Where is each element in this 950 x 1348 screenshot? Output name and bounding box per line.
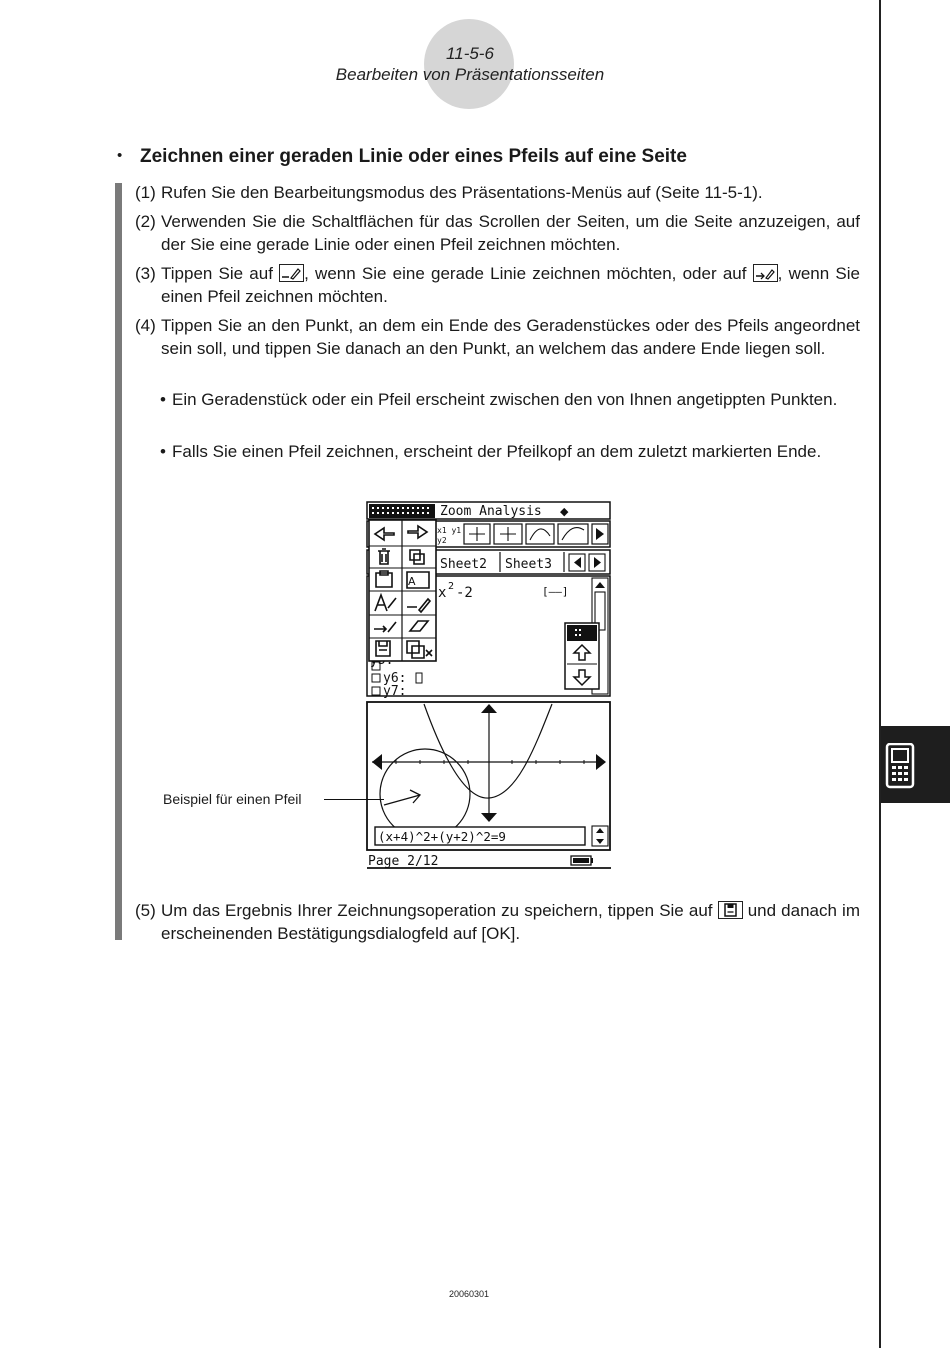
step-text: Tippen Sie auf , wenn Sie eine gerade Linie zeichnen möchten, oder auf , wenn Sie einen Pfeil zeichnen möchten. bbox=[161, 264, 860, 306]
step-text: Rufen Sie den Bearbeitungsmodus des Präsentations-Menüs auf (Seite 11-5-1). bbox=[161, 183, 763, 202]
arrow-pen-icon bbox=[753, 264, 778, 282]
section-title: Zeichnen einer geraden Linie oder eines Pfeils auf eine Seite bbox=[140, 146, 687, 167]
svg-text:y7:: y7: bbox=[383, 684, 407, 699]
step-5 bbox=[135, 899, 860, 945]
menu-grid-icon[interactable] bbox=[369, 504, 435, 518]
step-2 bbox=[135, 210, 860, 256]
line-style-indicator: [——] bbox=[542, 585, 569, 598]
calculator-screenshot bbox=[366, 500, 612, 872]
sub-bullet-1: • Ein Geradenstück oder ein Pfeil erscheint zwischen den von Ihnen angetippten Punkten. bbox=[160, 388, 860, 411]
header-circle bbox=[424, 19, 514, 109]
floppy-save-icon bbox=[718, 901, 743, 919]
step-text: Um das Ergebnis Ihrer Zeichnungsoperation zu speichern, tippen Sie auf und danach im erscheinenden Bestätigungsdialogfeld auf [OK]. bbox=[161, 901, 860, 943]
line-pen-icon bbox=[279, 264, 304, 282]
section-bullet: • bbox=[117, 147, 123, 164]
expression-exponent: 2 bbox=[448, 581, 455, 592]
step-number: (5) bbox=[135, 901, 156, 920]
sub-bullet-text: Falls Sie einen Pfeil zeichnen, erscheint der Pfeilkopf an dem zuletzt markierten Ende. bbox=[172, 442, 822, 461]
svg-text:y2: y2 bbox=[437, 536, 447, 545]
page-indicator: Page 2/12 bbox=[368, 854, 439, 869]
step-4 bbox=[135, 314, 860, 360]
svg-text:(x+4)^2+(y+2)^2=9: (x+4)^2+(y+2)^2=9 bbox=[378, 829, 506, 844]
expression-x: x bbox=[438, 585, 447, 601]
step-text: Tippen Sie an den Punkt, an dem ein Ende des Geradenstückes oder des Pfeils angeordnet sein soll, und tippen Sie danach an den Punkt, an welchem das andere Ende liegen soll. bbox=[161, 316, 860, 358]
step-number: (2) bbox=[135, 212, 156, 231]
step-number: (3) bbox=[135, 264, 156, 283]
step-3 bbox=[135, 262, 860, 308]
arrow-example-label: Beispiel für einen Pfeil bbox=[163, 791, 302, 807]
step-number: (4) bbox=[135, 316, 156, 335]
expression-suffix: -2 bbox=[456, 585, 473, 601]
menu-zoom-analysis[interactable]: Zoom Analysis bbox=[440, 504, 542, 519]
page-header-title: Bearbeiten von Präsentationsseiten bbox=[335, 65, 605, 84]
procedure-bar bbox=[115, 183, 122, 940]
calculator-icon bbox=[885, 743, 917, 789]
sub-bullet-2: • Falls Sie einen Pfeil zeichnen, erscheint der Pfeilkopf an dem zuletzt markierten Ende. bbox=[160, 440, 860, 463]
svg-text:x1 y1: x1 y1 bbox=[437, 526, 462, 535]
step-1 bbox=[135, 181, 860, 204]
tab-sheet2[interactable]: Sheet2 bbox=[440, 557, 487, 572]
footer-code: 20060301 bbox=[448, 1289, 490, 1299]
svg-text:◆: ◆ bbox=[560, 505, 569, 518]
page-number: 11-5-6 bbox=[446, 44, 494, 63]
sub-bullet-text: Ein Geradenstück oder ein Pfeil erscheint zwischen den von Ihnen angetippten Punkten. bbox=[172, 390, 838, 409]
y6-label: y6: bbox=[383, 671, 407, 686]
tab-sheet3[interactable]: Sheet3 bbox=[505, 557, 552, 572]
step-number: (1) bbox=[135, 183, 156, 202]
page-edge-rule bbox=[879, 0, 881, 1348]
step-text: Verwenden Sie die Schaltflächen für das Scrollen der Seiten, um die Seite anzuzeigen, auf der Sie eine gerade Linie oder einen Pfeil zeichnen möchten. bbox=[161, 212, 860, 254]
callout-leader-line bbox=[324, 799, 384, 800]
svg-text:A: A bbox=[408, 575, 416, 588]
chapter-tab bbox=[881, 726, 950, 803]
